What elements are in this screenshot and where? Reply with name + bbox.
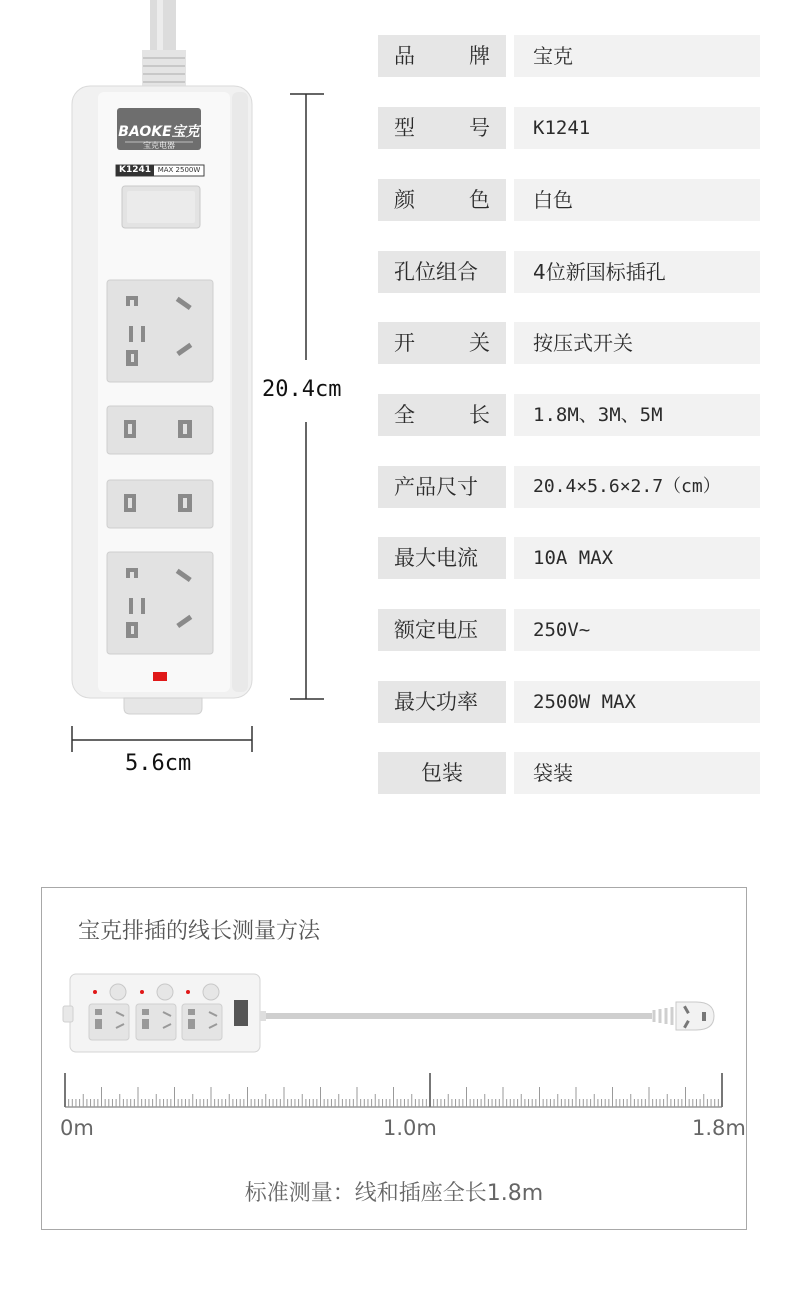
spec-value: 1.8M、3M、5M — [514, 394, 760, 436]
spec-label-char: 长 — [469, 403, 490, 427]
spec-label-char: 颜 — [394, 188, 415, 212]
spec-label-char: 色 — [469, 188, 490, 212]
brand-sub-label: 宝克电器 — [143, 141, 175, 150]
spec-row-rated-voltage — [378, 609, 760, 651]
spec-label: 最大功率 — [378, 681, 506, 723]
spec-value: 宝克 — [514, 35, 760, 77]
spec-value: 袋装 — [514, 752, 760, 794]
spec-label — [378, 322, 506, 364]
model-tag: K1241 — [118, 165, 152, 175]
spec-label — [378, 394, 506, 436]
spec-value: 白色 — [514, 179, 760, 221]
spec-row-brand — [378, 35, 760, 77]
spec-value: 10A MAX — [514, 537, 760, 579]
width-dimension-label: 5.6cm — [125, 751, 192, 776]
spec-value: K1241 — [514, 107, 760, 149]
spec-row-socket-combo — [378, 251, 760, 293]
spec-row-model — [378, 107, 760, 149]
spec-label: 产品尺寸 — [378, 466, 506, 508]
spec-label-char: 开 — [394, 331, 415, 355]
spec-label — [378, 35, 506, 77]
spec-row-color — [378, 179, 760, 221]
measuring-ruler — [60, 1073, 730, 1113]
scale-label-start: 0m — [60, 1116, 94, 1140]
spec-label — [378, 107, 506, 149]
spec-value: 20.4×5.6×2.7（cm） — [514, 466, 760, 508]
spec-label — [378, 179, 506, 221]
spec-row-max-power — [378, 681, 760, 723]
scale-label-mid: 1.0m — [383, 1116, 437, 1140]
spec-label-char: 关 — [469, 331, 490, 355]
panel-title: 宝克排插的线长测量方法 — [78, 919, 321, 944]
spec-label-char: 号 — [469, 116, 490, 140]
spec-label: 包装 — [378, 752, 506, 794]
measurement-caption: 标准测量：线和插座全长1.8m — [244, 1181, 544, 1206]
spec-row-size — [378, 466, 760, 508]
scale-label-end: 1.8m — [692, 1116, 746, 1140]
measurement-panel — [41, 887, 747, 1230]
height-dimension-label: 20.4cm — [262, 377, 342, 402]
svg-text:BAOKE宝克: BAOKE宝克 — [118, 124, 200, 140]
spec-value: 按压式开关 — [514, 322, 760, 364]
spec-label-char: 品 — [394, 44, 415, 68]
spec-row-switch — [378, 322, 760, 364]
spec-label-char: 型 — [394, 116, 415, 140]
spec-row-max-current — [378, 537, 760, 579]
max-power-tag: MAX 2500W — [157, 166, 201, 174]
spec-row-packaging — [378, 752, 760, 794]
spec-label: 最大电流 — [378, 537, 506, 579]
extension-strip-with-cord-illustration — [62, 968, 752, 1058]
spec-label: 孔位组合 — [378, 251, 506, 293]
spec-value: 4位新国标插孔 — [514, 251, 760, 293]
spec-value: 2500W MAX — [514, 681, 760, 723]
spec-value: 250V~ — [514, 609, 760, 651]
spec-row-length — [378, 394, 760, 436]
spec-label-char: 全 — [394, 403, 415, 427]
spec-label-char: 牌 — [469, 44, 490, 68]
spec-label: 额定电压 — [378, 609, 506, 651]
